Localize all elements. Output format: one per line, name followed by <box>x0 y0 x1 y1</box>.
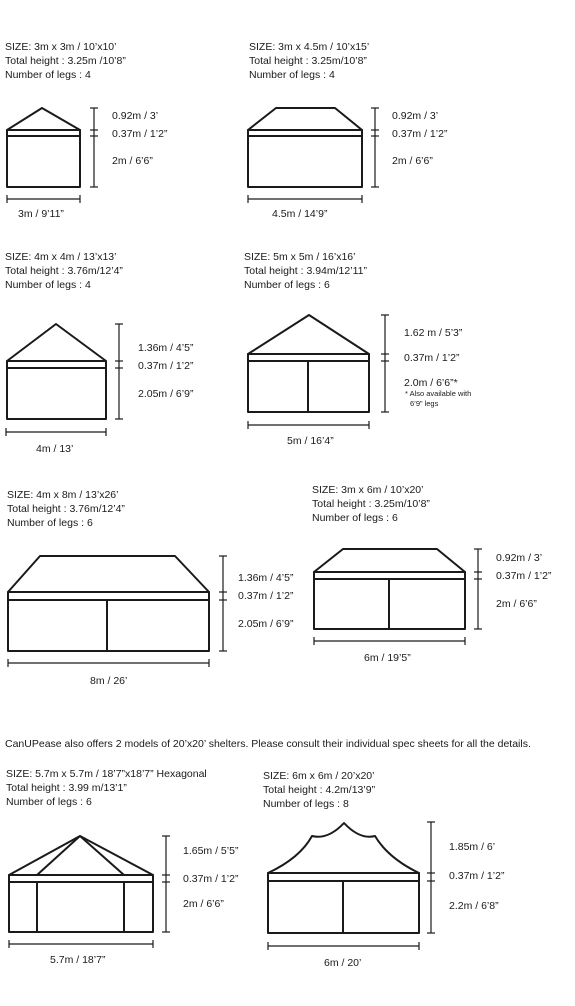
legs-text: Number of legs : 4 <box>249 69 335 81</box>
legs-text: Number of legs : 6 <box>7 517 93 529</box>
wall-note-line-1: * Also available with <box>405 389 472 398</box>
wall-height-label: 2.05m / 6’9” <box>138 388 194 400</box>
wall-height-label: 2m / 6’6” <box>112 155 153 167</box>
width-dimension-3x6 <box>314 637 465 645</box>
legs-text: Number of legs : 6 <box>244 279 330 291</box>
wall-height-label: 2m / 6’6” <box>392 155 433 167</box>
valance <box>7 361 106 368</box>
valance-height-label: 0.37m / 1’2” <box>138 360 194 372</box>
wall-panel <box>8 600 209 651</box>
roof-outline <box>268 823 419 873</box>
roof-outline <box>248 315 369 354</box>
width-label: 4m / 13’ <box>36 443 74 455</box>
size-text: SIZE: 6m x 6m / 20’x20’ <box>263 770 375 782</box>
width-dimension-4x4 <box>6 428 106 436</box>
legs-text: Number of legs : 4 <box>5 69 91 81</box>
roof-outline <box>7 324 106 361</box>
height-dimension-5x5 <box>381 315 389 412</box>
valance-height-label: 0.37m / 1’2” <box>183 873 239 885</box>
roof-height-label: 1.65m / 5’5” <box>183 845 239 857</box>
size-text: SIZE: 3m x 4.5m / 10’x15’ <box>249 41 370 53</box>
legs-text: Number of legs : 6 <box>312 512 398 524</box>
roof-height-label: 0.92m / 3’ <box>112 110 159 122</box>
width-label: 3m / 9’11” <box>18 208 64 220</box>
height-dimension-4x4 <box>115 324 123 419</box>
intro-text: CanUPease also offers 2 models of 20’x20’ shelters. Please consult their individual spec sheets for all the details. <box>5 738 531 750</box>
wall-panel <box>248 136 362 187</box>
height-dimension-3x4-5 <box>371 108 379 187</box>
tent-drawing-4x4 <box>7 324 106 419</box>
height-dimension-hexagonal <box>162 836 170 932</box>
valance-height-label: 0.37m / 1’2” <box>449 870 505 882</box>
wall-height-label: 2.05m / 6’9” <box>238 618 294 630</box>
valance <box>9 875 153 882</box>
height-dimension-4x8 <box>219 556 227 651</box>
roof-height-label: 1.85m / 6’ <box>449 841 496 853</box>
size-text: SIZE: 3m x 6m / 10’x20’ <box>312 484 424 496</box>
total-height-text: Total height : 4.2m/13’9” <box>263 784 376 796</box>
valance <box>314 572 465 579</box>
wall-panel <box>7 136 80 187</box>
height-dimension-6x6 <box>427 822 435 933</box>
tent-drawing-3x6 <box>314 549 465 629</box>
width-label: 6m / 19’5” <box>364 652 411 664</box>
total-height-text: Total height : 3.76m/12’4” <box>7 503 125 515</box>
tent-drawing-6x6 <box>268 823 419 933</box>
wall-height-label: 2.0m / 6’6”* <box>404 377 458 389</box>
width-label: 6m / 20’ <box>324 957 362 969</box>
roof-outline <box>314 549 465 572</box>
wall-panel <box>7 368 106 419</box>
size-text: SIZE: 5.7m x 5.7m / 18’7”x18’7” Hexagonal <box>6 768 207 780</box>
legs-text: Number of legs : 4 <box>5 279 91 291</box>
size-text: SIZE: 3m x 3m / 10’x10’ <box>5 41 117 53</box>
tent-drawing-3x4-5 <box>248 108 362 187</box>
height-dimension-3x6 <box>474 549 482 629</box>
total-height-text: Total height : 3.94m/12’11” <box>244 265 367 277</box>
width-label: 5.7m / 18’7” <box>50 954 106 966</box>
width-dimension-4x8 <box>8 659 209 667</box>
valance-height-label: 0.37m / 1’2” <box>238 590 294 602</box>
roof-height-label: 1.36m / 4’5” <box>138 342 194 354</box>
width-label: 4.5m / 14’9” <box>272 208 328 220</box>
valance <box>268 873 419 881</box>
valance-height-label: 0.37m / 1’2” <box>112 128 168 140</box>
tent-drawing-3x3 <box>7 108 80 187</box>
roof-height-label: 0.92m / 3’ <box>496 552 543 564</box>
roof-outline <box>248 108 362 130</box>
valance-height-label: 0.37m / 1’2” <box>392 128 448 140</box>
width-dimension-6x6 <box>268 942 419 950</box>
roof-height-label: 1.36m / 4’5” <box>238 572 294 584</box>
width-label: 8m / 26’ <box>90 675 128 687</box>
wall-height-label: 2m / 6’6” <box>183 898 224 910</box>
wall-panel <box>9 882 153 932</box>
legs-text: Number of legs : 6 <box>6 796 92 808</box>
valance <box>248 354 369 361</box>
roof-outline <box>9 836 153 875</box>
roof-height-label: 1.62 m / 5’3” <box>404 327 463 339</box>
roof-height-label: 0.92m / 3’ <box>392 110 439 122</box>
roof-outline <box>7 108 80 130</box>
total-height-text: Total height : 3.99 m/13’1” <box>6 782 127 794</box>
width-label: 5m / 16’4” <box>287 435 334 447</box>
size-text: SIZE: 4m x 8m / 13’x26’ <box>7 489 119 501</box>
height-dimension-3x3 <box>90 108 98 187</box>
total-height-text: Total height : 3.76m/12’4” <box>5 265 123 277</box>
valance-height-label: 0.37m / 1’2” <box>404 352 460 364</box>
valance-height-label: 0.37m / 1’2” <box>496 570 552 582</box>
width-dimension-5x5 <box>248 421 369 429</box>
valance <box>8 592 209 600</box>
roof-outline <box>8 556 209 592</box>
tent-drawing-5x5 <box>248 315 369 412</box>
tent-drawing-4x8 <box>8 556 209 651</box>
size-text: SIZE: 5m x 5m / 16’x16’ <box>244 251 356 263</box>
width-dimension-3x3 <box>7 195 80 203</box>
size-text: SIZE: 4m x 4m / 13’x13’ <box>5 251 117 263</box>
wall-height-label: 2m / 6’6” <box>496 598 537 610</box>
width-dimension-hexagonal <box>9 940 153 948</box>
total-height-text: Total height : 3.25m /10’8” <box>5 55 126 67</box>
wall-height-label: 2.2m / 6’8” <box>449 900 499 912</box>
wall-note-line-2: 6’9” legs <box>410 399 439 408</box>
total-height-text: Total height : 3.25m/10’8” <box>249 55 367 67</box>
tent-drawing-hexagonal <box>9 836 153 932</box>
width-dimension-3x4-5 <box>248 195 362 203</box>
total-height-text: Total height : 3.25m/10’8” <box>312 498 430 510</box>
legs-text: Number of legs : 8 <box>263 798 349 810</box>
